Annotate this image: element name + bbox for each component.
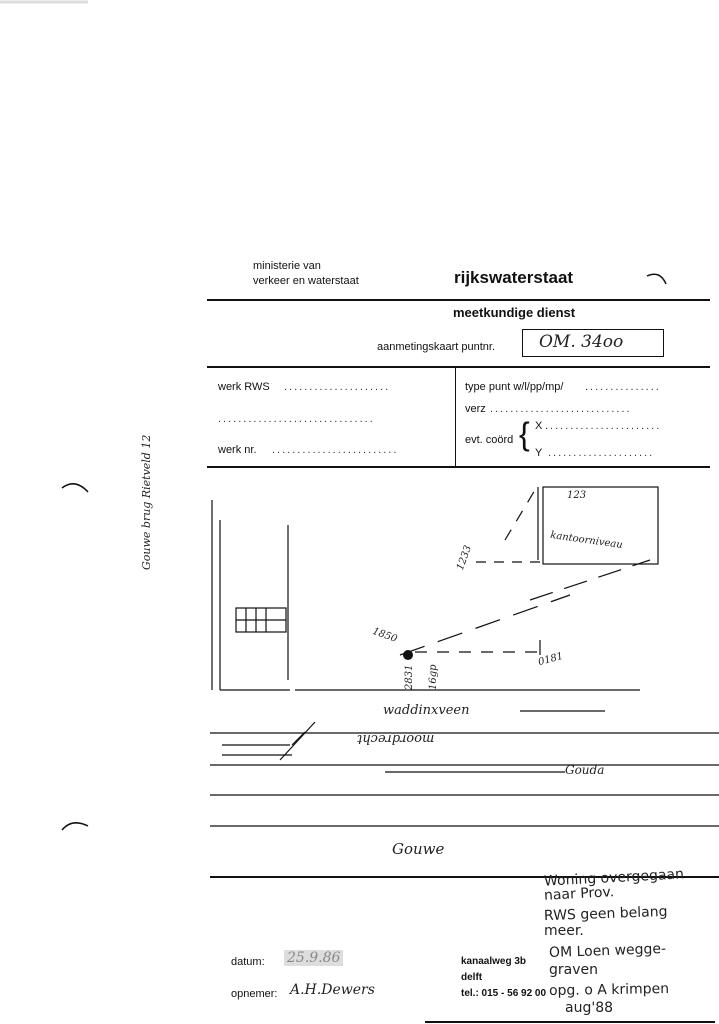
survey-point-marker — [403, 650, 413, 660]
point-number-value: OM. 34oo — [539, 332, 624, 352]
note-line-8: aug'88 — [565, 1000, 614, 1016]
datum-label: datum: — [231, 956, 265, 968]
type-punt-dots: ............... — [585, 381, 661, 393]
dim-1850: 1850 — [370, 625, 399, 646]
werk-nr-label: werk nr. — [218, 444, 257, 456]
coord-y-dots: ..................... — [548, 447, 655, 459]
werk-rws-label: werk RWS — [218, 381, 270, 393]
opnemer-label: opnemer: — [231, 988, 278, 1000]
header-rule — [207, 299, 710, 301]
site-sketch — [210, 485, 719, 826]
road-label-gouda: Gouda — [565, 763, 605, 777]
opnemer-signature: A.H.Dewers — [290, 982, 375, 998]
note-line-2: naar Prov. — [543, 884, 615, 904]
verz-label: verz — [465, 403, 486, 415]
ministry-line-2: verkeer en waterstaat — [253, 275, 359, 287]
dim-0181: 0181 — [537, 650, 565, 669]
address-street: kanaalweg 3b — [461, 956, 527, 967]
vertical-street-label: Gouwe brug Rietveld 12 — [140, 434, 153, 570]
dim-1233: 1233 — [455, 544, 475, 572]
coord-x-label: X — [535, 420, 543, 432]
form-rule-top — [207, 366, 710, 368]
department-name: meetkundige dienst — [453, 305, 576, 320]
note-line-6: graven — [549, 962, 598, 978]
ministry-line-1: ministerie van — [253, 260, 321, 272]
coord-x-dots: ....................... — [545, 420, 662, 432]
datum-value: 25.9.86 — [284, 950, 343, 966]
bottom-rule — [425, 1021, 715, 1023]
dim-2831: 2831 — [404, 664, 415, 690]
address-city: delft — [461, 972, 483, 983]
note-line-4: meer. — [544, 923, 584, 939]
werk-rws-dots-2: ............................... — [218, 413, 375, 425]
coord-brace: { — [519, 416, 530, 452]
type-punt-label: type punt w/l/pp/mp/ — [465, 381, 564, 393]
note-line-1: Woning overgegaan — [543, 866, 685, 890]
note-line-3: RWS geen belang — [543, 903, 668, 925]
coord-label: evt. coörd — [465, 434, 514, 446]
verz-dots: ............................ — [490, 403, 632, 415]
punch-hole-mark — [647, 274, 666, 284]
water-label-gouwe: Gouwe — [392, 840, 445, 858]
dim-123: 123 — [567, 490, 587, 501]
form-rule-bottom — [207, 466, 710, 468]
dim-16: 16gp — [428, 664, 439, 690]
note-line-5: OM Loen wegge- — [548, 940, 667, 962]
address-tel: tel.: 015 - 56 92 00 — [461, 988, 547, 999]
agency-name: rijkswaterstaat — [454, 268, 574, 287]
punch-hole-mark — [62, 823, 88, 830]
werk-rws-dots: ..................... — [284, 381, 391, 393]
road-label-waddinxveen: waddinxveen — [383, 703, 470, 718]
road-label-moordrecht: moordrecht — [357, 731, 435, 746]
coord-y-label: Y — [535, 447, 543, 459]
card-label: aanmetingskaart puntnr. — [377, 341, 496, 353]
werk-nr-dots: ......................... — [272, 444, 399, 456]
form-divider — [455, 367, 456, 467]
punch-hole-mark — [62, 484, 88, 492]
kantoor-label: kantoorniveau — [549, 529, 624, 552]
point-number-box — [522, 329, 664, 357]
note-line-7: opg. o A krimpen — [548, 980, 670, 1000]
